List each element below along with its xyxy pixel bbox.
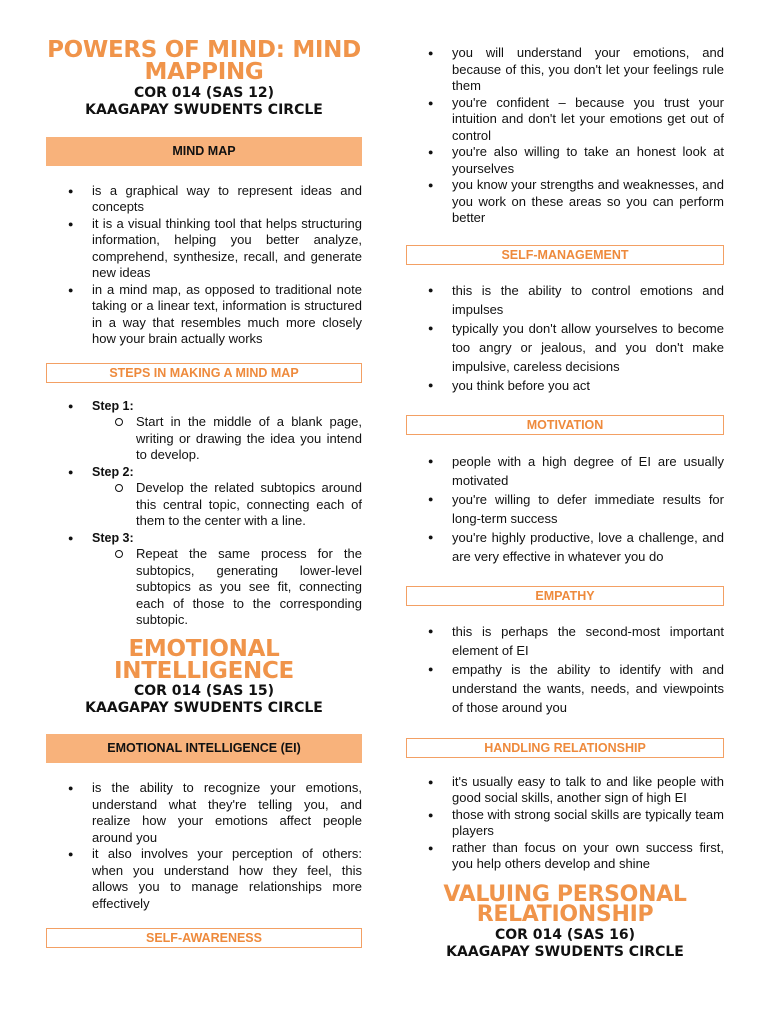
handling-relationship-list [406, 774, 724, 873]
list-item: ● it is a visual thinking tool that helps structuring information, helping you better analyze, comprehend, synthesize, recall, and generate new ideas [92, 216, 362, 282]
motivation-banner: MOTIVATION [406, 415, 724, 435]
step-item [92, 398, 362, 464]
ei-circle-name: KAAGAPAY SWUDENTS CIRCLE [85, 700, 323, 717]
handling-relationship-banner: HANDLING RELATIONSHIP [406, 738, 724, 758]
valuing-personal-relationship-title: VALUING PERSONAL RELATIONSHIP [443, 881, 687, 928]
list-item: ● is a graphical way to represent ideas and concepts [92, 183, 362, 216]
ei-list [46, 780, 362, 912]
list-item: ● this is the ability to control emotions and impulses [452, 281, 724, 319]
list-item: ● you're highly productive, love a challenge, and are very effective in whatever you do [452, 528, 724, 566]
list-item: ● you're also willing to take an honest look at yourselves [452, 144, 724, 177]
self-management-list [406, 281, 724, 395]
steps-list [46, 398, 362, 629]
ei-banner: EMOTIONAL INTELLIGENCE (EI) [46, 734, 362, 763]
list-item: ● you think before you act [452, 376, 724, 395]
list-item: ● in a mind map, as opposed to traditional note taking or a linear text, information is structured in a way that resembles much more closely how your brain actually works [92, 282, 362, 348]
ei-course-code: COR 014 (SAS 15) [133, 683, 275, 700]
list-item: ● it also involves your perception of others: when you understand how they feel, this allows you to manage relationships more effectively [92, 846, 362, 912]
empathy-list [406, 622, 724, 717]
empathy-banner: EMPATHY [406, 586, 724, 606]
mind-mapping-title: POWERS OF MIND: MIND MAPPING [47, 37, 361, 85]
mind-course-code: COR 014 (SAS 12) [133, 84, 275, 101]
step-item [92, 530, 362, 629]
left-column [46, 0, 362, 948]
valuing-circle-name: KAAGAPAY SWUDENTS CIRCLE [446, 944, 684, 961]
list-item: ● typically you don't allow yourselves to become too angry or jealous, and you don't make impulsive, careless decisions [452, 319, 724, 376]
list-item: ● this is perhaps the second-most important element of EI [452, 622, 724, 660]
self-awareness-list [406, 45, 724, 227]
step-text: Develop the related subtopics around this central topic, connecting each of them to the center with a line. [136, 480, 362, 529]
list-item: ● you will understand your emotions, and because of this, you don't let your feelings rule them [452, 45, 724, 95]
emotional-intelligence-title: EMOTIONAL INTELLIGENCE [114, 635, 294, 684]
right-column [406, 0, 724, 961]
motivation-list [406, 452, 724, 566]
mind-map-banner: MIND MAP [46, 137, 362, 166]
list-item: ● rather than focus on your own success first, you help others develop and shine [452, 840, 724, 873]
list-item: ● those with strong social skills are typically team players [452, 807, 724, 840]
step-label: Step 2: [92, 464, 134, 479]
list-item: ● you know your strengths and weaknesses, and you work on these areas so you can perform better [452, 177, 724, 227]
mind-circle-name: KAAGAPAY SWUDENTS CIRCLE [85, 101, 323, 118]
list-item: ● empathy is the ability to identify with and understand the wants, needs, and viewpoints of those around you [452, 660, 724, 717]
steps-banner: STEPS IN MAKING A MIND MAP [46, 363, 362, 383]
self-management-banner: SELF-MANAGEMENT [406, 245, 724, 265]
valuing-course-code: COR 014 (SAS 16) [494, 927, 636, 944]
step-item [92, 464, 362, 530]
step-text: Repeat the same process for the subtopics, generating lower-level subtopics as you see fit, connecting each of those to the corresponding subtopic. [136, 546, 362, 628]
step-label: Step 3: [92, 530, 134, 545]
step-text: Start in the middle of a blank page, writing or drawing the idea you intend to develop. [136, 414, 362, 463]
list-item: ● is the ability to recognize your emotions, understand what they're telling you, and realize how your emotions affect people around you [92, 780, 362, 846]
step-label: Step 1: [92, 398, 134, 413]
mind-map-list [46, 183, 362, 348]
self-awareness-banner: SELF-AWARENESS [46, 928, 362, 948]
list-item: ● you're confident – because you trust your intuition and don't let your emotions get out of control [452, 95, 724, 145]
list-item: ● people with a high degree of EI are usually motivated [452, 452, 724, 490]
list-item: ● you're willing to defer immediate results for long-term success [452, 490, 724, 528]
list-item: ● it's usually easy to talk to and like people with good social skills, another sign of high EI [452, 774, 724, 807]
